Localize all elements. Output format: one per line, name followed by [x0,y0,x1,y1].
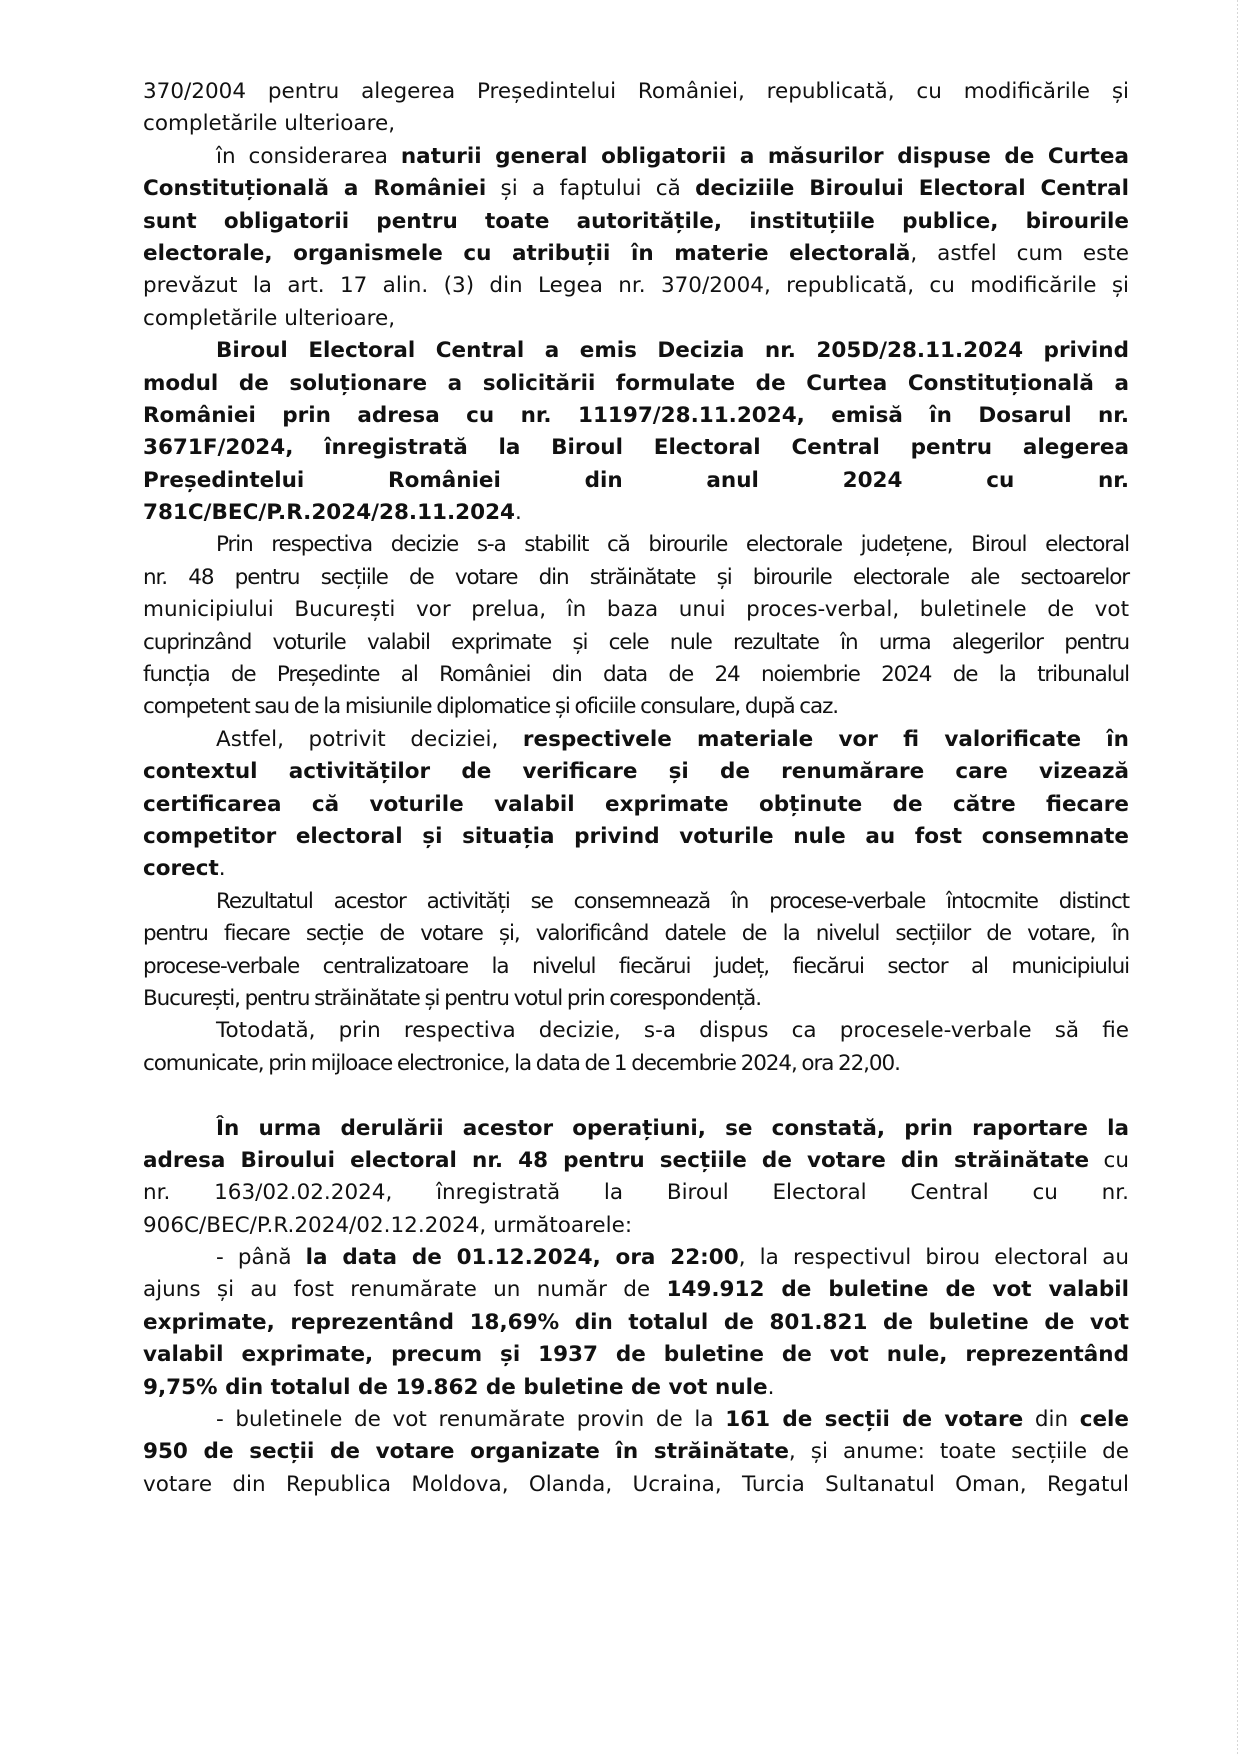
text-run: . [515,500,522,526]
bold-text-run: contextul activităților de verificare și de renumărare care vizează [143,759,1129,785]
text-run: completările ulterioare, [143,305,396,331]
paragraph-p8-findings [143,1113,1129,1243]
paragraph-p4-established [143,529,1129,723]
text-line [143,432,1129,464]
bold-text-run: valabil exprimate, precum și 1937 de buletine de vot nule, reprezentând [143,1342,1129,1368]
text-line [143,691,1129,723]
bold-text-run: la data de 01.12.2024, ora 22:00 [305,1245,739,1271]
text-run: în considerarea [216,143,401,169]
text-line [143,724,1129,756]
bold-text-run: adresa Biroului electoral nr. 48 pentru secțiile de votare din străinătate [143,1147,1090,1173]
text-line [143,562,1129,594]
text-line [143,1113,1129,1145]
scan-edge-artifact [1237,0,1238,1755]
text-line [143,659,1129,691]
bold-text-run: 950 de secții de votare organizate în străinătate [143,1439,789,1465]
text-run: municipiului București vor prelua, în baza unui proces-verbal, buletinele de vot [143,597,1129,623]
document-page [143,76,1129,1501]
text-line [143,1469,1129,1501]
paragraph-p7-communication [143,1015,1129,1080]
text-run: 906C/BEC/P.R.2024/02.12.2024, următoarele: [143,1212,633,1238]
text-run: nr. 48 pentru secțiile de votare din străinătate și birourile electorale ale sectoarelor [143,564,1129,590]
bold-text-run: competitor electoral și situația privind voturile nule au fost consemnate [143,823,1129,849]
bold-text-run: sunt obligatorii pentru toate autoritățile, instituțiile publice, birourile [143,208,1129,234]
paragraph-p1-law-reference [143,76,1129,141]
text-line [143,1436,1129,1468]
text-run: , astfel cum este [910,240,1129,266]
text-line [143,789,1129,821]
text-line [143,983,1129,1015]
bold-text-run: modul de soluționare a solicitării formulate de Curtea Constituțională a [143,370,1129,396]
text-line [143,1145,1129,1177]
text-line [143,400,1129,432]
text-line [143,918,1129,950]
text-line [143,529,1129,561]
bold-text-run: electorale, organismele cu atribuții în materie electorală [143,240,911,266]
text-line [143,951,1129,983]
text-line [143,270,1129,302]
bold-text-run: certificarea că voturile valabil exprimate obținute de către fiecare [143,791,1129,817]
text-run: Rezultatul acestor activități se consemnează în procese-verbale întocmite distinct [216,888,1129,914]
bold-text-run: 9,75% din totalul de 19.862 de buletine de vot nule [143,1374,768,1400]
text-run: comunicate, prin mijloace electronice, la data de 1 decembrie 2024, ora 22,00. [143,1050,900,1076]
text-line [143,853,1129,885]
text-run: nr. 163/02.02.2024, înregistrată la Biroul Electoral Central cu nr. [143,1180,1129,1206]
bold-text-run: Constituțională a României [143,176,487,202]
bold-text-run: respectivele materiale vor fi valorificate în [522,726,1129,752]
text-line [143,141,1129,173]
bold-text-run: 161 de secții de votare [725,1407,1024,1433]
text-line [143,1210,1129,1242]
text-line [143,1242,1129,1274]
paragraph-spacer [143,1080,1129,1112]
bold-text-run: deciziile Biroului Electoral Central [695,176,1129,202]
text-run: pentru fiecare secție de votare și, valorificând datele de la nivelul secțiilor de votare, în [143,921,1129,947]
paragraph-p10-polling-stations [143,1404,1129,1501]
text-run: funcția de Președinte al României din data de 24 noiembrie 2024 de la tribunalul [143,662,1129,688]
text-run: Astfel, potrivit deciziei, [216,726,523,752]
text-run: procese-verbale centralizatoare la nivelul fiecărui județ, fiecărui sector al municipiului [143,953,1129,979]
text-line [143,1177,1129,1209]
bold-text-run: naturii general obligatorii a măsurilor dispuse de Curtea [400,143,1129,169]
text-line [143,497,1129,529]
text-line [143,1048,1129,1080]
text-run: Totodată, prin respectiva decizie, s-a dispus ca procesele-verbale să fie [216,1018,1129,1044]
text-run: cuprinzând voturile valabil exprimate și cele nule rezultate în urma alegerilor pentru [143,629,1129,655]
text-line [143,335,1129,367]
paragraph-p5-materials [143,724,1129,886]
text-run: - până [216,1245,306,1271]
text-line [143,1015,1129,1047]
text-run: și a faptului că [486,176,696,202]
text-run: competent sau de la misiunile diplomatice și oficiile consulare, după caz. [143,694,839,720]
text-run: București, pentru străinătate și pentru votul prin corespondență. [143,985,761,1011]
text-line [143,1307,1129,1339]
text-line [143,173,1129,205]
text-run: , și anume: toate secțiile de [788,1439,1129,1465]
text-line [143,108,1129,140]
text-run: completările ulterioare, [143,111,396,137]
text-run: cu [1089,1147,1129,1173]
text-run: . [767,1374,775,1400]
bold-text-run: În urma derulării acestor operațiuni, se constată, prin raportare la [216,1115,1129,1141]
text-line [143,76,1129,108]
text-line [143,821,1129,853]
text-run: votare din Republica Moldova, Olanda, Ucraina, Turcia Sultanatul Oman, Regatul [143,1471,1129,1497]
paragraph-p9-recount-figures [143,1242,1129,1404]
text-line [143,465,1129,497]
text-line [143,1404,1129,1436]
bold-text-run: 149.912 de buletine de vot valabil [666,1277,1129,1303]
bold-text-run: Biroul Electoral Central a emis Decizia nr. 205D/28.11.2024 privind [216,338,1129,364]
text-run: ajuns și au fost renumărate un număr de [143,1277,667,1303]
text-run: din [1023,1407,1080,1433]
text-line [143,627,1129,659]
bold-text-run: cele [1079,1407,1130,1433]
text-line [143,756,1129,788]
paragraph-p2-consideration [143,141,1129,335]
text-line [143,1274,1129,1306]
text-line [143,238,1129,270]
bold-text-run: Președintelui României din anul 2024 cu nr. [143,467,1129,493]
bold-text-run: corect [143,856,219,882]
text-run: Prin respectiva decizie s-a stabilit că birourile electorale județene, Biroul electoral [216,532,1129,558]
text-run: . [218,856,226,882]
bold-text-run: exprimate, reprezentând 18,69% din totalul de 801.821 de buletine de vot [143,1309,1129,1335]
text-run: - buletinele de vot renumărate provin de la [216,1407,726,1433]
bold-text-run: 781C/BEC/P.R.2024/28.11.2024 [143,500,516,526]
text-line [143,594,1129,626]
paragraph-p6-result [143,886,1129,1016]
text-line [143,368,1129,400]
text-run: 370/2004 pentru alegerea Președintelui României, republicată, cu modificările și [143,79,1129,104]
text-line [143,886,1129,918]
text-line [143,1372,1129,1404]
text-run: prevăzut la art. 17 alin. (3) din Legea nr. 370/2004, republicată, cu modificările și [143,273,1129,299]
text-line [143,303,1129,335]
text-line [143,1339,1129,1371]
text-line [143,206,1129,238]
paragraph-p3-decision [143,335,1129,529]
bold-text-run: 3671F/2024, înregistrată la Biroul Electoral Central pentru alegerea [143,435,1129,461]
bold-text-run: României prin adresa cu nr. 11197/28.11.2024, emisă în Dosarul nr. [143,402,1129,428]
text-run: , la respectivul birou electoral au [738,1245,1129,1271]
